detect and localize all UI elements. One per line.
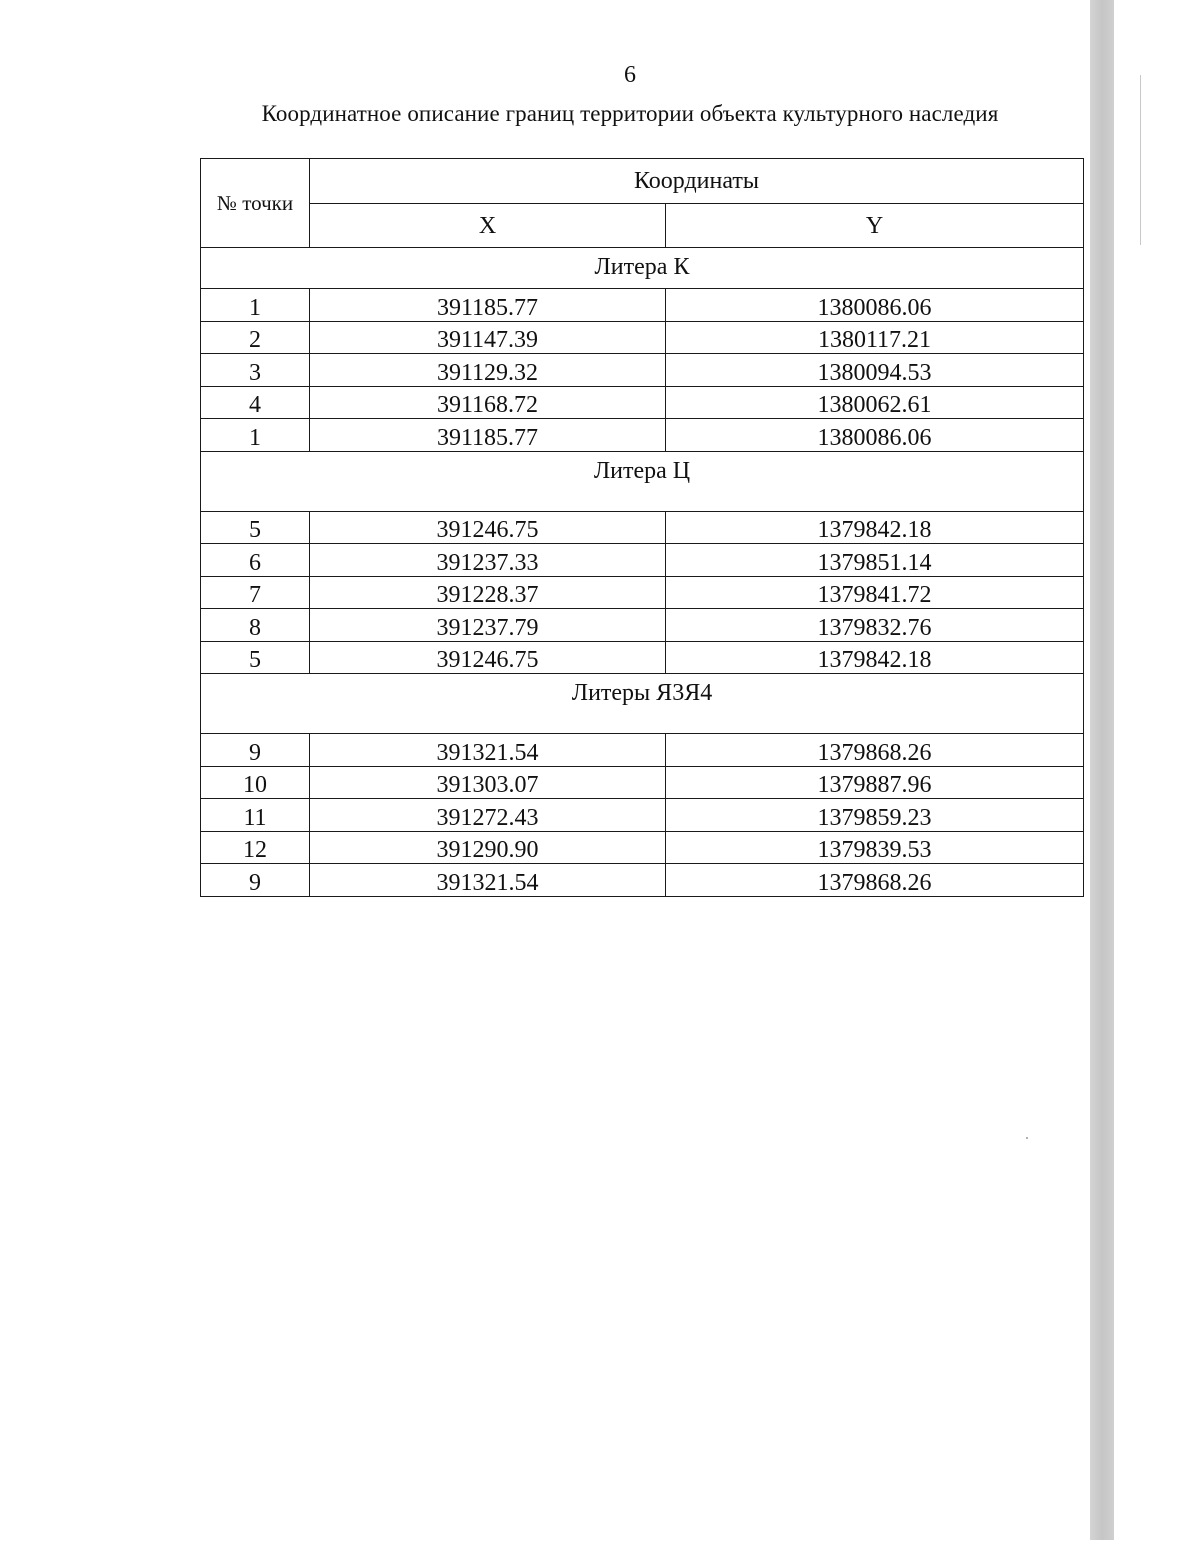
point-number-cell: 5 — [201, 641, 310, 674]
y-coordinate-cell: 1379859.23 — [666, 799, 1084, 832]
y-coordinate-cell: 1380094.53 — [666, 354, 1084, 387]
x-coordinate-cell: 391237.33 — [310, 544, 666, 577]
table-row — [201, 609, 1084, 642]
y-coordinate-cell: 1379868.26 — [666, 734, 1084, 767]
table-row — [201, 641, 1084, 674]
table-row — [201, 734, 1084, 767]
group-label: Литеры Я3Я4 — [201, 674, 1084, 734]
scan-edge-shadow — [1090, 0, 1114, 1540]
scan-speck — [1026, 1137, 1028, 1139]
table-row — [201, 864, 1084, 897]
group-row — [201, 451, 1084, 511]
table-row — [201, 576, 1084, 609]
scan-edge-mark — [1140, 75, 1141, 245]
y-coordinate-cell: 1380117.21 — [666, 321, 1084, 354]
point-number-cell: 1 — [201, 419, 310, 452]
y-coordinate-cell: 1379839.53 — [666, 831, 1084, 864]
x-coordinate-cell: 391129.32 — [310, 354, 666, 387]
x-coordinate-cell: 391237.79 — [310, 609, 666, 642]
x-coordinate-cell: 391290.90 — [310, 831, 666, 864]
y-coordinate-cell: 1379841.72 — [666, 576, 1084, 609]
table-row — [201, 321, 1084, 354]
point-number-cell: 10 — [201, 766, 310, 799]
y-coordinate-cell: 1380086.06 — [666, 419, 1084, 452]
point-number-cell: 5 — [201, 511, 310, 544]
group-label: Литера К — [201, 248, 1084, 289]
table-row — [201, 289, 1084, 322]
x-coordinate-cell: 391246.75 — [310, 511, 666, 544]
table-row — [201, 799, 1084, 832]
group-row — [201, 674, 1084, 734]
group-row — [201, 248, 1084, 289]
x-coordinate-cell: 391321.54 — [310, 864, 666, 897]
table-row — [201, 511, 1084, 544]
y-coordinate-cell: 1379887.96 — [666, 766, 1084, 799]
table-row — [201, 419, 1084, 452]
point-number-cell: 11 — [201, 799, 310, 832]
x-coordinate-cell: 391303.07 — [310, 766, 666, 799]
point-number-cell: 4 — [201, 386, 310, 419]
header-point-number: № точки — [201, 159, 310, 248]
header-coordinates: Координаты — [310, 159, 1084, 204]
header-y: Y — [666, 204, 1084, 248]
x-coordinate-cell: 391228.37 — [310, 576, 666, 609]
header-x: X — [310, 204, 666, 248]
y-coordinate-cell: 1380086.06 — [666, 289, 1084, 322]
table-row — [201, 766, 1084, 799]
x-coordinate-cell: 391185.77 — [310, 289, 666, 322]
y-coordinate-cell: 1379851.14 — [666, 544, 1084, 577]
point-number-cell: 8 — [201, 609, 310, 642]
table-row — [201, 544, 1084, 577]
table-row — [201, 386, 1084, 419]
x-coordinate-cell: 391321.54 — [310, 734, 666, 767]
y-coordinate-cell: 1379868.26 — [666, 864, 1084, 897]
coordinates-table — [200, 158, 1084, 897]
table-row — [201, 354, 1084, 387]
table-row — [201, 831, 1084, 864]
point-number-cell: 6 — [201, 544, 310, 577]
x-coordinate-cell: 391272.43 — [310, 799, 666, 832]
x-coordinate-cell: 391185.77 — [310, 419, 666, 452]
point-number-cell: 3 — [201, 354, 310, 387]
page-number: 6 — [624, 62, 636, 88]
point-number-cell: 2 — [201, 321, 310, 354]
x-coordinate-cell: 391168.72 — [310, 386, 666, 419]
y-coordinate-cell: 1379842.18 — [666, 641, 1084, 674]
x-coordinate-cell: 391147.39 — [310, 321, 666, 354]
point-number-cell: 7 — [201, 576, 310, 609]
x-coordinate-cell: 391246.75 — [310, 641, 666, 674]
y-coordinate-cell: 1379842.18 — [666, 511, 1084, 544]
y-coordinate-cell: 1379832.76 — [666, 609, 1084, 642]
point-number-cell: 9 — [201, 734, 310, 767]
y-coordinate-cell: 1380062.61 — [666, 386, 1084, 419]
point-number-cell: 9 — [201, 864, 310, 897]
group-label: Литера Ц — [201, 451, 1084, 511]
point-number-cell: 1 — [201, 289, 310, 322]
document-title: Координатное описание границ территории объекта культурного наследия — [261, 101, 999, 126]
point-number-cell: 12 — [201, 831, 310, 864]
